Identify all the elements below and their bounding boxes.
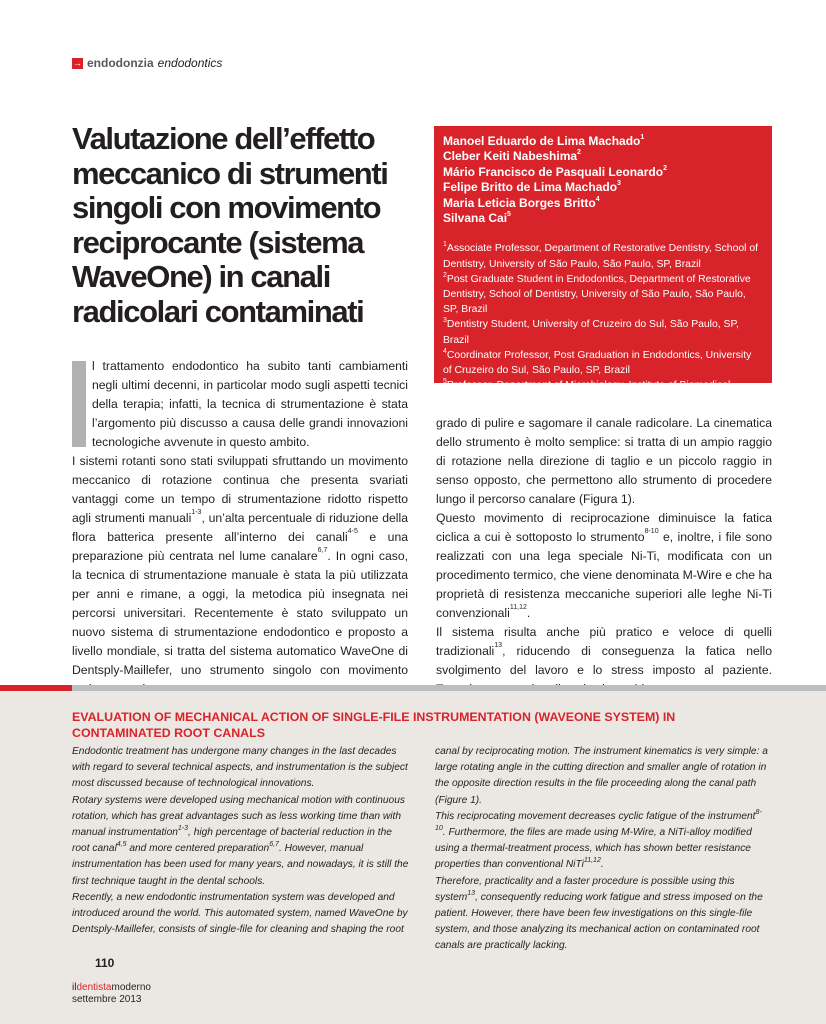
affiliation: $^4$Coordinator Professor, Post Graduation in Endodontics, University of Cruzeiro do Sul, São Paulo, SP, Brazil xyxy=(443,347,752,377)
body-paragraph: I sistemi rotanti sono stati sviluppati sfruttando un movimento meccanico di rotazione continua che presenta svariati vantaggi come un tempo di strumentazione ridotto rispetto agli strumenti manuali$^{1-3}$, un’alta percentuale di riduzione della flora batterica presente all’interno dei canali$^{4-5}$ e una preparazione più centrata nel lume canalare$^{6,7}$. In ogni caso, la tecnica di strumentazione manuale è stata la più utilizzata per anni e rimane, a oggi, la metodica più insegnata nei percorsi universitari. Recentemente è stato sviluppato un nuovo sistema di strumentazione endodontico e proposto a livello mondiale, si tratta del sistema automatico WaveOne di Dentsply-Maillefer, uno strumento singolo con movimento xyxy=(72,454,409,677)
body-column-right xyxy=(436,414,772,699)
author: Mário Francisco de Pasquali Leonardo$^2$ xyxy=(443,164,667,179)
author: Maria Leticia Borges Britto$^4$ xyxy=(443,195,600,210)
arrow-right-icon: → xyxy=(73,57,82,68)
article-title: Valutazione dell’effetto meccanico di strumenti singoli con movimento reciprocante (sistema WaveOne) in canali radicolari contaminati xyxy=(72,121,388,329)
drop-cap-bar xyxy=(72,361,86,447)
author: Manoel Eduardo de Lima Machado$^1$ xyxy=(443,134,645,148)
summary-paragraph: canal by reciprocating motion. The instrument kinematics is very simple: a large rotating angle in the cutting direction and smaller angle of rotation in the opposite direction results in the file proceeding along the canal path (Figure 1). xyxy=(435,746,768,806)
summary-paragraph: Therefore, practicality and a faster procedure is possible using this system$^{13}$, consequently reducing work fatigue and stress imposed on the patient. However, there have been few investigations on this single-file system, and those analyzing its mechanical action on contaminated root canals are practically lacking. xyxy=(435,875,763,952)
author-list xyxy=(443,134,762,226)
section-label-it: endodonzia xyxy=(87,56,154,70)
summary-paragraph: Endodontic treatment has undergone many changes in the last decades with regard to several technical aspects, and instrumentation is the subject most discussed because of technological innovations. xyxy=(72,746,408,790)
journal-name xyxy=(72,982,151,1006)
journal-name-il: il xyxy=(72,982,77,993)
summary-title: EVALUATION OF MECHANICAL ACTION OF SINGLE-FILE INSTRUMENTATION (WAVEONE SYSTEM) IN CONTAMINATED ROOT CANALS xyxy=(72,710,676,740)
body-column-left xyxy=(72,357,408,699)
section-label-en: endodontics xyxy=(157,56,223,70)
body-paragraph: grado di pulire e sagomare il canale radicolare. La cinematica dello strumento è molto semplice: si tratta di un ampio raggio di rotazione nella direzione di taglio e un piccolo raggio in senso opposto, che permettono allo strumento di procedere lungo il percorso canalare (Figura 1). xyxy=(436,416,772,506)
journal-name-dentista: dentista xyxy=(76,982,112,993)
summary-paragraph: Rotary systems were developed using mechanical motion with continuous rotation, which has great advantages such as less working time than with manual instrumentation$^{1-3}$, high percentage of bacterial reduction in the root canal$^{4,5}$ and more centered preparation$^{6,7}$. However, manual instrumentation has been used for many years, and nowadays, it is still the first technique taught in the dental schools. xyxy=(72,794,409,887)
summary-paragraph: This reciprocating movement decreases cyclic fatigue of the instrument$^{8-10}$. Furthermore, the files are made using M-Wire, a NiTi-alloy modified using a thermal-treatment process, which has shown better resistance properties than conventional NiTi$^{11,12}$. xyxy=(435,808,762,871)
affiliation: $^2$Post Graduate Student in Endodontics, Department of Restorative Dentistry, School of Dentistry, University of São Paulo, São Paulo, SP, Brazil xyxy=(443,271,751,316)
summary-paragraph: Recently, a new endodontic instrumentation system was developed and introduced around the world. This automated system, named WaveOne by Dentsply-Maillefer, consists of single-file for cleaning and shaping the root xyxy=(72,891,408,936)
affiliation: $^3$Dentistry Student, University of Cruzeiro do Sul, São Paulo, SP, Brazil xyxy=(443,317,739,346)
author: Silvana Cai$^5$ xyxy=(443,211,511,226)
author: Cleber Keiti Nabeshima$^2$ xyxy=(443,149,581,164)
affiliation-list xyxy=(443,241,762,408)
summary-column-right xyxy=(435,744,772,955)
body-paragraph: Questo movimento di reciprocazione diminuisce la fatica ciclica a cui è sottoposto lo strumento$^{8-10}$ e, inoltre, i file sono realizzati con una lega speciale Ni-Ti, modificata con un procedimento termico, che viene denominata M-Wire e che ha proprietà di resistenza meccaniche superiori alle leghe Ni-Ti convenzionali$^{11,12}$. xyxy=(436,511,773,620)
section-tag xyxy=(72,56,222,70)
body-paragraph: l trattamento endodontico ha subito tanti cambiamenti negli ultimi decenni, in particolar modo sugli aspetti tecnici della terapia; infatti, la tecnica di strumentazione è stata l’argomento più discusso a causa delle grandi innovazioni tecnologiche avvenute in questo ambito. xyxy=(72,357,408,452)
journal-name-moderno: moderno xyxy=(111,982,151,993)
affiliation: $^1$Associate Professor, Department of Restorative Dentistry, School of Dentistry, University of São Paulo, São Paulo, SP, Brazil xyxy=(443,241,758,270)
affiliation: $^5$Professor, Department of Microbiology, Institute of Biomedical Science, University of São Paulo, São Paulo, SP, Brazil xyxy=(443,378,731,407)
summary-column-left xyxy=(72,744,410,938)
body-paragraph: Il sistema risulta anche più pratico e veloce di quelli tradizionali$^{13}$, riducendo di conseguenza la fatica nello svolgimento del lavoro e lo stress imposto al paziente. xyxy=(436,625,772,677)
issue-date: settembre 2013 xyxy=(72,994,142,1005)
page-number: 110 xyxy=(95,956,115,970)
author-box xyxy=(434,126,772,407)
author: Felipe Britto de Lima Machado$^3$ xyxy=(443,180,621,195)
